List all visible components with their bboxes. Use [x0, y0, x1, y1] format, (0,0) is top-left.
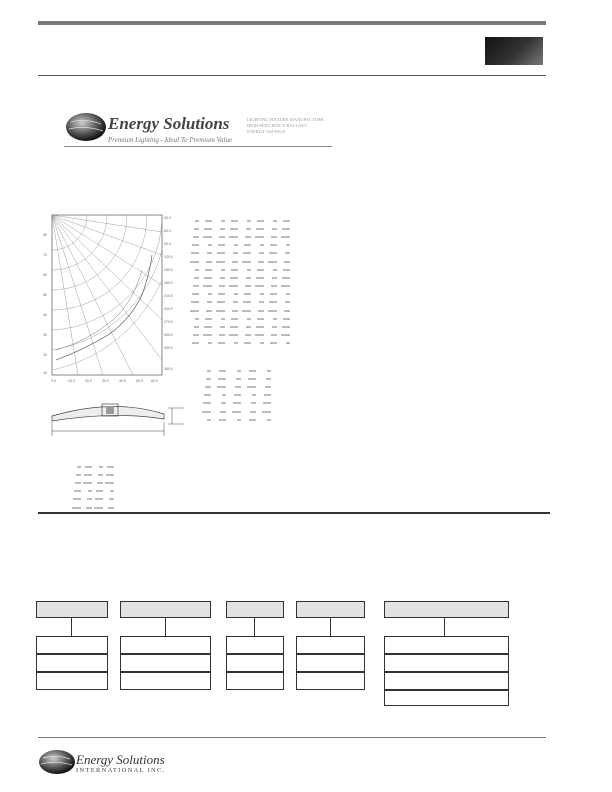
table-cell	[264, 291, 277, 296]
left-axis-label: 50	[43, 293, 47, 297]
table-cell	[199, 283, 212, 288]
table-cell	[199, 218, 212, 223]
table-row	[70, 487, 114, 495]
table-cell	[251, 242, 264, 247]
left-axis-label: 30	[43, 333, 47, 337]
table-row	[70, 470, 114, 478]
table-cell	[256, 376, 271, 381]
table-cell	[70, 488, 81, 493]
table-row	[186, 290, 290, 298]
table-cell	[256, 384, 271, 389]
table-cell	[264, 218, 277, 223]
table-cell	[225, 324, 238, 329]
table-cell	[199, 259, 212, 264]
table-cell	[241, 392, 256, 397]
table-cell	[186, 267, 199, 272]
table-cell	[211, 384, 226, 389]
order-option-box	[384, 672, 509, 690]
table-cell	[238, 291, 251, 296]
table-row	[186, 224, 290, 232]
table-cell	[277, 283, 290, 288]
table-cell	[277, 267, 290, 272]
table-cell	[212, 250, 225, 255]
table-cell	[211, 409, 226, 414]
table-cell	[199, 267, 212, 272]
table-cell	[256, 417, 271, 422]
table-row	[186, 298, 290, 306]
right-axis-label: 330.0	[164, 346, 173, 350]
table-cell	[199, 316, 212, 321]
table-cell	[212, 324, 225, 329]
table-cell	[212, 242, 225, 247]
table-cell	[277, 316, 290, 321]
order-option-box	[226, 654, 284, 672]
table-cell	[212, 316, 225, 321]
table-cell	[277, 340, 290, 345]
table-cell	[264, 234, 277, 239]
table-cell	[212, 218, 225, 223]
order-option-box	[36, 672, 108, 690]
order-option-box	[120, 672, 211, 690]
table-cell	[241, 376, 256, 381]
table-cell	[251, 316, 264, 321]
table-cell	[238, 332, 251, 337]
table-cell	[211, 417, 226, 422]
table-cell	[225, 234, 238, 239]
order-header-box	[36, 601, 108, 618]
bottom-axis-label: 60.0	[151, 379, 158, 383]
table-cell	[186, 340, 199, 345]
table-cell	[264, 340, 277, 345]
table-cell	[277, 291, 290, 296]
table-cell	[251, 259, 264, 264]
table-cell	[238, 259, 251, 264]
order-header-box	[296, 601, 365, 618]
table-cell	[277, 218, 290, 223]
table-cell	[199, 226, 212, 231]
table-cell	[264, 259, 277, 264]
table-cell	[238, 275, 251, 280]
bottom-axis-label: 40.0	[119, 379, 126, 383]
table-cell	[186, 275, 199, 280]
order-option-box	[384, 636, 509, 654]
table-cell	[199, 291, 212, 296]
order-option-box	[36, 654, 108, 672]
table-cell	[238, 299, 251, 304]
table-cell	[81, 488, 92, 493]
table-cell	[238, 242, 251, 247]
table-cell	[199, 250, 212, 255]
footer-brand-sub: INTERNATIONAL INC.	[76, 767, 166, 774]
table-cell	[225, 267, 238, 272]
table-cell	[238, 340, 251, 345]
right-axis-label: 210.0	[164, 294, 173, 298]
left-axis-label: 10	[43, 371, 47, 375]
table-cell	[212, 234, 225, 239]
table-row	[196, 374, 271, 382]
table-cell	[70, 496, 81, 501]
table-cell	[256, 392, 271, 397]
table-cell	[92, 464, 103, 469]
table-cell	[212, 299, 225, 304]
table-row	[70, 478, 114, 486]
table-row	[186, 314, 290, 322]
table-cell	[251, 299, 264, 304]
table-row	[196, 391, 271, 399]
left-axis-label: 80	[43, 233, 47, 237]
table-cell	[241, 400, 256, 405]
table-cell	[103, 480, 114, 485]
order-option-box	[120, 636, 211, 654]
table-row	[186, 216, 290, 224]
table-cell	[199, 234, 212, 239]
table-cell	[211, 400, 226, 405]
table-cell	[264, 324, 277, 329]
table-cell	[264, 242, 277, 247]
footer-brand-name: Energy Solutions	[76, 752, 165, 767]
top-rule	[38, 21, 546, 25]
table-row	[70, 503, 114, 511]
table-cell	[225, 275, 238, 280]
table-cell	[186, 259, 199, 264]
table-cell	[238, 267, 251, 272]
table-cell	[238, 250, 251, 255]
right-axis-label: 60.0	[164, 229, 171, 233]
order-option-box	[36, 636, 108, 654]
corner-block	[485, 37, 543, 65]
table-cell	[70, 480, 81, 485]
table-row	[196, 399, 271, 407]
table-row	[70, 495, 114, 503]
bottom-axis-label: 10.0	[68, 379, 75, 383]
table-row	[186, 241, 290, 249]
table-cell	[226, 417, 241, 422]
table-cell	[238, 234, 251, 239]
order-option-box	[384, 690, 509, 706]
table-cell	[251, 324, 264, 329]
table-cell	[186, 299, 199, 304]
table-cell	[103, 496, 114, 501]
order-header-box	[120, 601, 211, 618]
photometric-chart	[38, 210, 178, 390]
table-cell	[264, 316, 277, 321]
table-cell	[212, 340, 225, 345]
table-cell	[251, 291, 264, 296]
right-axis-label: 300.0	[164, 333, 173, 337]
table-cell	[81, 496, 92, 501]
table-cell	[251, 226, 264, 231]
table-cell	[226, 384, 241, 389]
bottom-axis-label: 30.0	[102, 379, 109, 383]
table-cell	[103, 464, 114, 469]
table-cell	[251, 267, 264, 272]
table-cell	[277, 242, 290, 247]
table-cell	[186, 291, 199, 296]
right-axis-label: 150.0	[164, 268, 173, 272]
right-axis-label: 90.0	[164, 242, 171, 246]
table-cell	[264, 275, 277, 280]
table-cell	[264, 250, 277, 255]
table-cell	[225, 259, 238, 264]
table-row	[186, 249, 290, 257]
table-cell	[212, 275, 225, 280]
table-cell	[196, 368, 211, 373]
header-rule	[38, 75, 546, 76]
order-option-box	[296, 654, 365, 672]
table-cell	[196, 376, 211, 381]
table-cell	[186, 332, 199, 337]
connector-line	[71, 618, 72, 636]
table-cell	[264, 299, 277, 304]
table-cell	[103, 505, 114, 510]
brand-title: Energy Solutions	[108, 114, 230, 133]
table-cell	[199, 340, 212, 345]
table-row	[196, 407, 271, 415]
connector-line	[165, 618, 166, 636]
footer-rule	[38, 737, 546, 738]
brand-info-line: ENERGY SAVINGS	[247, 129, 286, 134]
order-header-box	[384, 601, 509, 618]
table-cell	[212, 308, 225, 313]
table-cell	[251, 340, 264, 345]
table-cell	[199, 275, 212, 280]
table-cell	[238, 308, 251, 313]
table-cell	[199, 299, 212, 304]
table-cell	[196, 384, 211, 389]
table-cell	[186, 250, 199, 255]
table-cell	[251, 308, 264, 313]
table-cell	[277, 250, 290, 255]
table-cell	[225, 218, 238, 223]
table-row	[186, 322, 290, 330]
order-option-box	[384, 654, 509, 672]
table-cell	[212, 332, 225, 337]
table-cell	[103, 488, 114, 493]
table-row	[186, 339, 290, 347]
order-option-box	[296, 636, 365, 654]
connector-line	[330, 618, 331, 636]
table-cell	[226, 409, 241, 414]
fixture-profile-drawing	[44, 394, 190, 440]
table-cell	[238, 316, 251, 321]
table-cell	[212, 291, 225, 296]
table-cell	[264, 283, 277, 288]
table-cell	[251, 332, 264, 337]
table-cell	[92, 472, 103, 477]
connector-line	[444, 618, 445, 636]
table-cell	[92, 505, 103, 510]
table-row	[70, 462, 114, 470]
order-option-box	[120, 654, 211, 672]
order-option-box	[296, 672, 365, 690]
table-cell	[186, 324, 199, 329]
table-cell	[256, 368, 271, 373]
table-row	[186, 331, 290, 339]
order-option-box	[226, 672, 284, 690]
table-cell	[251, 218, 264, 223]
zonal-lumen-table	[196, 366, 271, 423]
right-axis-label: 270.0	[164, 320, 173, 324]
brand-tagline: Premium Lighting - Ideal To Premium Value	[108, 136, 233, 144]
table-cell	[251, 234, 264, 239]
bottom-axis-label: 0.0	[51, 379, 56, 383]
table-cell	[226, 392, 241, 397]
table-row	[196, 366, 271, 374]
table-cell	[225, 308, 238, 313]
order-header-box	[226, 601, 284, 618]
table-cell	[238, 324, 251, 329]
table-cell	[264, 267, 277, 272]
brand-info-line: LIGHTING FIXTURE MANUFACTURE	[247, 117, 324, 122]
table-cell	[211, 376, 226, 381]
brand-underline	[64, 146, 332, 147]
table-row	[186, 282, 290, 290]
table-cell	[212, 259, 225, 264]
table-cell	[81, 472, 92, 477]
table-cell	[211, 392, 226, 397]
table-cell	[212, 267, 225, 272]
table-cell	[264, 308, 277, 313]
table-cell	[70, 464, 81, 469]
left-axis-label: 40	[43, 313, 47, 317]
table-cell	[186, 308, 199, 313]
table-cell	[251, 250, 264, 255]
table-cell	[277, 308, 290, 313]
table-cell	[212, 226, 225, 231]
table-cell	[70, 472, 81, 477]
candela-table	[186, 216, 290, 347]
table-cell	[196, 417, 211, 422]
table-cell	[225, 242, 238, 247]
table-cell	[256, 400, 271, 405]
table-cell	[277, 226, 290, 231]
left-axis-label: 60	[43, 273, 47, 277]
table-cell	[199, 308, 212, 313]
table-cell	[225, 291, 238, 296]
table-cell	[81, 505, 92, 510]
right-axis-label: 360.0	[164, 367, 173, 371]
table-cell	[241, 409, 256, 414]
table-cell	[264, 332, 277, 337]
left-axis-label: 20	[43, 353, 47, 357]
table-cell	[186, 283, 199, 288]
connector-line	[254, 618, 255, 636]
table-cell	[238, 218, 251, 223]
right-axis-label: 30.0	[164, 216, 171, 220]
bottom-axis-label: 20.0	[85, 379, 92, 383]
table-cell	[264, 226, 277, 231]
brand-info	[247, 117, 337, 135]
table-cell	[196, 392, 211, 397]
table-row	[186, 232, 290, 240]
table-cell	[196, 400, 211, 405]
table-cell	[92, 480, 103, 485]
table-row	[186, 273, 290, 281]
table-cell	[226, 400, 241, 405]
table-cell	[199, 242, 212, 247]
table-cell	[256, 409, 271, 414]
table-cell	[92, 496, 103, 501]
table-cell	[226, 368, 241, 373]
table-cell	[226, 376, 241, 381]
table-cell	[277, 259, 290, 264]
table-cell	[225, 340, 238, 345]
table-cell	[81, 464, 92, 469]
table-cell	[212, 283, 225, 288]
table-cell	[92, 488, 103, 493]
table-row	[196, 415, 271, 423]
globe-logo-icon	[65, 112, 107, 142]
table-cell	[251, 275, 264, 280]
left-axis-label: 70	[43, 253, 47, 257]
table-row	[186, 257, 290, 265]
table-cell	[277, 299, 290, 304]
section-rule	[38, 512, 550, 514]
table-cell	[225, 250, 238, 255]
table-cell	[186, 242, 199, 247]
table-cell	[225, 332, 238, 337]
table-row	[186, 306, 290, 314]
table-cell	[196, 409, 211, 414]
coefficient-table	[70, 462, 114, 511]
order-option-box	[226, 636, 284, 654]
table-cell	[225, 316, 238, 321]
table-cell	[186, 234, 199, 239]
right-axis-label: 120.0	[164, 255, 173, 259]
table-cell	[241, 384, 256, 389]
brand-info-line: HIGH EFFICIENCY BALLAST	[247, 123, 307, 128]
table-cell	[186, 226, 199, 231]
table-cell	[238, 226, 251, 231]
table-cell	[186, 218, 199, 223]
footer-globe-icon	[38, 749, 76, 775]
table-cell	[199, 332, 212, 337]
table-cell	[277, 332, 290, 337]
right-axis-label: 240.0	[164, 307, 173, 311]
table-cell	[241, 368, 256, 373]
table-row	[186, 265, 290, 273]
bottom-axis-label: 50.0	[136, 379, 143, 383]
table-row	[196, 382, 271, 390]
table-cell	[277, 234, 290, 239]
table-cell	[225, 299, 238, 304]
table-cell	[186, 316, 199, 321]
table-cell	[241, 417, 256, 422]
table-cell	[277, 324, 290, 329]
table-cell	[225, 283, 238, 288]
table-cell	[251, 283, 264, 288]
table-cell	[81, 480, 92, 485]
table-cell	[70, 505, 81, 510]
table-cell	[225, 226, 238, 231]
right-axis-label: 180.0	[164, 281, 173, 285]
table-cell	[238, 283, 251, 288]
table-cell	[277, 275, 290, 280]
table-cell	[211, 368, 226, 373]
table-cell	[103, 472, 114, 477]
table-cell	[199, 324, 212, 329]
